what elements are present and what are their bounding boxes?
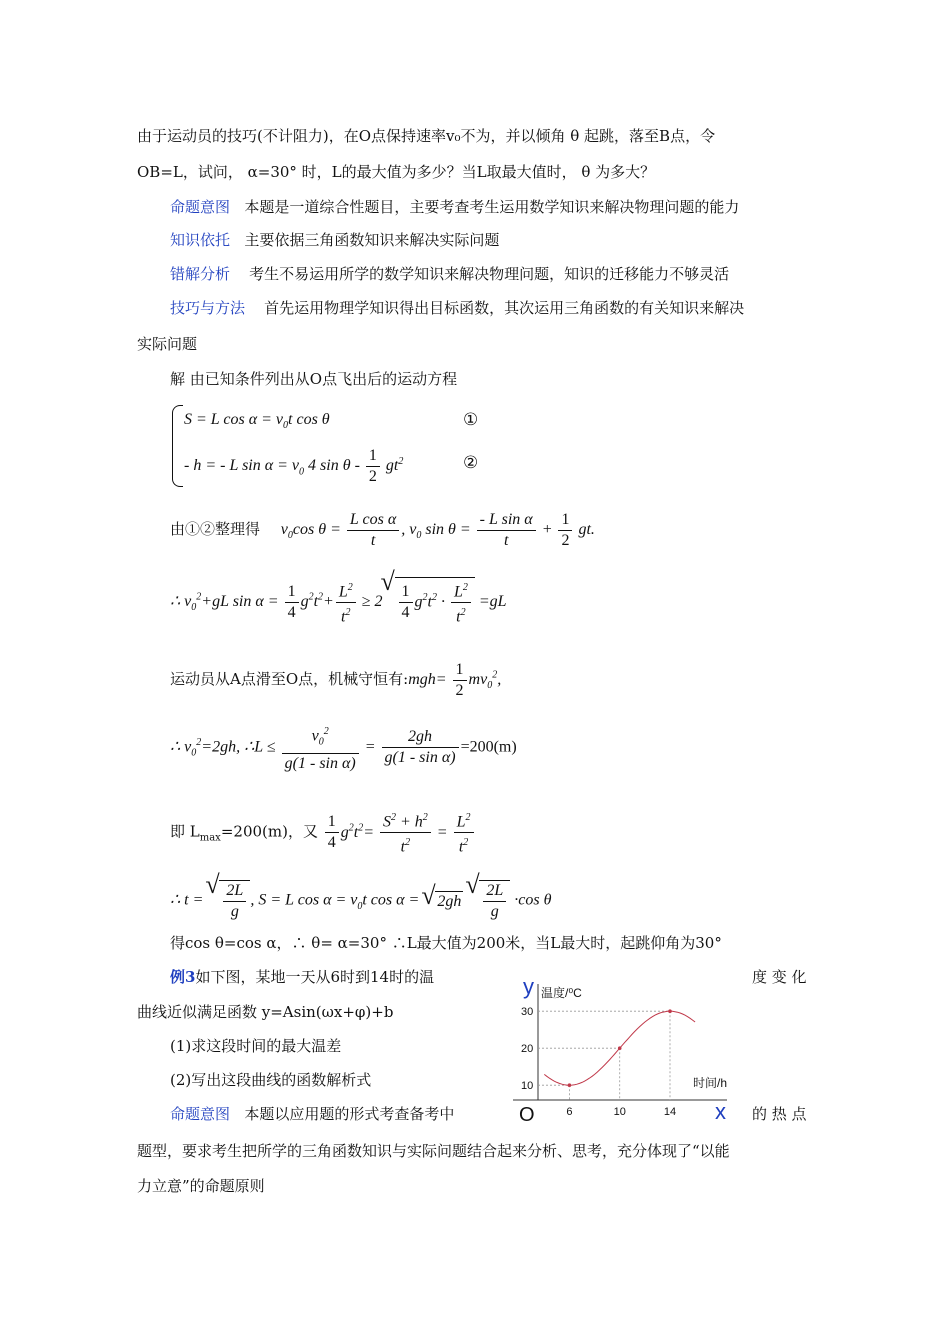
step-1: 由①②整理得 $v_0\cos$ θ = $\frac{\text{L cos α}}{t}$ , $v_0$ sin θ = $\frac{\text{- L sin α}}{t}$ + $\frac{1}{2}$ gt. (170, 511, 595, 549)
temperature-chart (505, 972, 735, 1127)
example-3-question-2: (2)写出这段曲线的函数解析式 (170, 1071, 372, 1089)
section-method-label: 技巧与方法 (170, 299, 246, 317)
example-3-intent-right: 的 热 点 (752, 1105, 807, 1123)
x-tick-label: 6 (566, 1106, 573, 1118)
paragraph-line-2: OB=L，试问， α=30° 时，L的最大值为多少？当L取最大值时， θ 为多大？ (137, 163, 656, 181)
step-2: ∴ $v_0^2+gL$ sin α = $\frac{1}{4}$ $g^2t^2+$ $\frac{L^2}{t^2}$ ≥ 2 √ $\frac{1}{4}$ $g^2t^2$ · $\frac{L^2}{t^2}$ =gL (170, 577, 507, 628)
y-axis-letter: y (523, 974, 534, 999)
section-intent-label: 命题意图 (170, 198, 231, 216)
step-3: 运动员从A点滑至O点，机械守恒有:mgh= $\frac{1}{2}$ $mv_0^2$, (170, 661, 502, 699)
x-tick-label: 10 (613, 1106, 626, 1118)
step-1-prefix: 由①②整理得 (170, 520, 261, 539)
section-intent-text: 本题是一道综合性题目，主要考查考生运用数学知识来解决物理问题的能力 (244, 198, 740, 216)
equation-1: S = L $\cos \alpha = v_0t$ cos θ (184, 411, 330, 432)
equation-1-number: ① (463, 410, 479, 430)
example-3-question-1: (1)求这段时间的最大温差 (170, 1037, 342, 1055)
section-error-text: 考生不易运用所学的数学知识来解决物理问题，知识的迁移能力不够灵活 (249, 265, 730, 283)
example-3-para-a: 题型，要求考生把所学的三角函数知识与实际问题结合起来分析、思考，充分体现了“以能 (137, 1142, 730, 1160)
origin-label: O (519, 1104, 535, 1126)
example-3-intent-text: 本题以应用题的形式考查备考中 (244, 1105, 455, 1123)
final-conclusion: 得cos θ=cos α，∴ θ= α=30° ∴L最大值为200米，当L最大时，起跳仰角为30° (170, 934, 722, 952)
step-4: ∴ $v_0^2=2gh$, ∴L ≤ $\frac{v_0^2}{\text{g(1 - sin α)}}$ = $\frac{2gh}{\text{g(1 - sin α)}}$ =200(m) (170, 722, 517, 774)
section-error-label: 错解分析 (170, 265, 231, 283)
step-6: ∴ t = √ $\frac{2L}{g}$ , S = L $\cos \alpha = v_0t$ cos α = √ 2gh √ $\frac{2L}{g}$ ·cos θ (170, 880, 551, 922)
section-knowledge (170, 230, 499, 250)
step-4-result: =200(m) (460, 738, 517, 756)
x-axis-title: 时间/h (693, 1076, 728, 1090)
equation-2: - h = - L $\sin \alpha = v_0$ 4 sin θ - $\frac{1}{2}$ $gt^2$ (184, 447, 404, 485)
y-axis-title: 温度/⁰C (541, 986, 582, 1000)
example-3-line-1-right: 度 变 化 (752, 968, 807, 986)
y-tick-labels (521, 1006, 533, 1092)
step-5: 即 $L_{max}=200(m)$，又 $\frac{1}{4}$ $g^2t^2=$ $\frac{S^2 + h^2}{t^2}$ = $\frac{L^2}{t^2}$ (170, 808, 476, 858)
gridlines (538, 1011, 670, 1100)
x-axis-letter: x (715, 1099, 726, 1124)
x-tick-labels (566, 1106, 676, 1118)
section-error (170, 264, 729, 284)
y-tick-label: 10 (521, 1080, 534, 1093)
step-5-prefix: 即 L (170, 822, 200, 841)
example-3-intent (170, 1104, 454, 1124)
solution-intro: 解 由已知条件列出从O点飞出后的运动方程 (170, 370, 458, 388)
y-tick-label: 20 (521, 1043, 534, 1056)
example-3-label: 例3 (170, 968, 196, 986)
data-point (618, 1046, 622, 1050)
x-tick-label: 14 (663, 1106, 677, 1118)
step-3-text: 运动员从A点滑至O点，机械守恒有: (170, 670, 409, 689)
example-3-para-b: 力立意”的命题原则 (137, 1177, 265, 1195)
example-3-line-2: 曲线近似满足函数 y=Asin(ωx+φ)+b (137, 1003, 394, 1021)
example-3-line-1 (170, 967, 434, 987)
section-knowledge-text: 主要依据三角函数知识来解决实际问题 (244, 231, 500, 249)
example-3-text-a: 如下图，某地一天从6时到14时的温 (195, 968, 435, 986)
equation-brace (172, 405, 183, 487)
paragraph-line-1: 由于运动员的技巧(不计阻力)，在O点保持速率v₀不为，并以倾角 θ 起跳，落至B点，令 (137, 127, 716, 145)
y-tick-label: 30 (521, 1006, 534, 1019)
section-method-text: 首先运用物理学知识得出目标函数，其次运用三角函数的有关知识来解决 (264, 299, 745, 317)
example-3-intent-label: 命题意图 (170, 1105, 231, 1123)
equation-2-number: ② (463, 453, 479, 473)
section-method-cont: 实际问题 (137, 335, 198, 353)
section-method (170, 298, 744, 318)
step-5-mid: =200(m)，又 (220, 822, 318, 841)
section-intent (170, 197, 739, 217)
section-knowledge-label: 知识依托 (170, 231, 231, 249)
data-point (568, 1083, 572, 1087)
data-point (668, 1009, 672, 1013)
